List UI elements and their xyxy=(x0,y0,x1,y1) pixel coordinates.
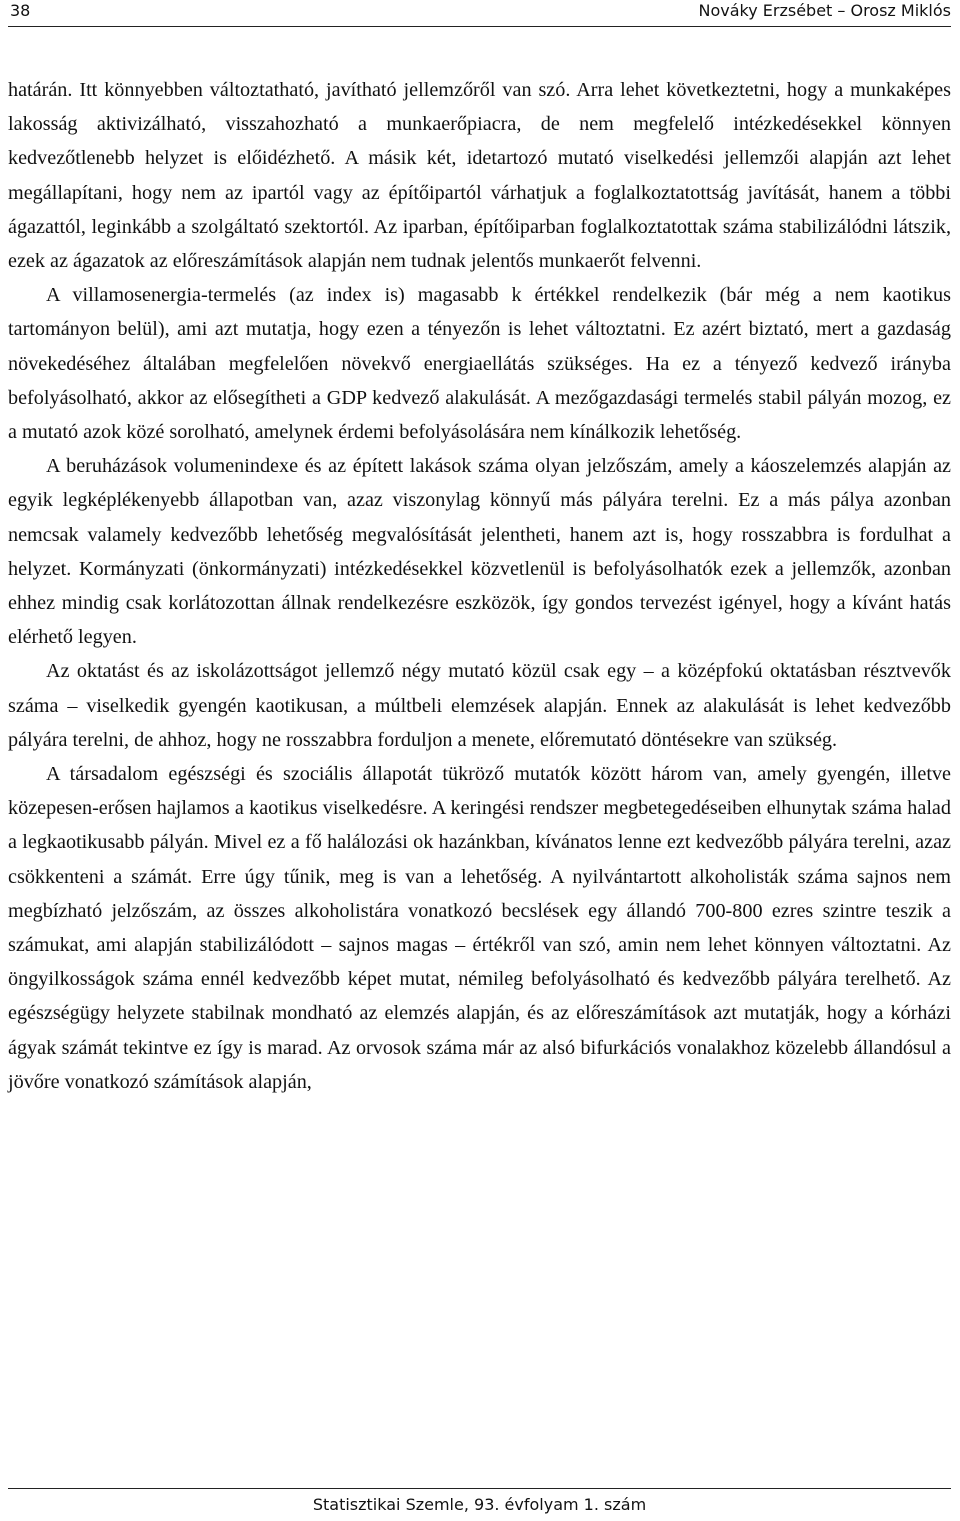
paragraph-energy: A villamosenergia-termelés (az index is) magasabb k értékkel rendelkezik (bár még a nem kaotikus tartományon belül), ami azt mutatja, hogy ezen a tényezőn is lehet változtatni. Ez azért biztató, mert a gazdaság növekedéséhez általában megfelelően növekvő energiaellátás szükséges. Ha ez a tényező kedvező irányba befolyásolható, akkor az elősegítheti a GDP kedvező alakulását. A mezőgazdasági termelés stabil pályán mozog, ez a mutató azok közé sorolható, amelynek érdemi befolyásolására nem kínálkozik lehetőség. xyxy=(8,284,951,444)
paragraph-education: Az oktatást és az iskolázottságot jellemző négy mutató közül csak egy – a középfokú oktatásban résztvevők száma – viselkedik gyengén kaotikusan, a múltbeli elemzések alapján. Ennek az alakulását is lehet kedvezőbb pályára terelni, de ahhoz, hogy ne rosszabbra forduljon a menete, előremutató döntésekre van szükség. xyxy=(8,660,951,751)
paragraph-health: A társadalom egészségi és szociális állapotát tükröző mutatók között három van, amely gyengén, illetve közepesen-erősen hajlamos a kaotikus viselkedésre. A keringési rendszer megbetegedéseiben elhunytak száma halad a legkaotikusabb pályán. Mivel ez a fő halálozási ok hazánkban, kívánatos lenne ezt kedvezőbb pályára terelni, azaz csökkenteni a számát. Erre úgy tűnik, meg is van a lehetőség. A nyilvántartott alkoholisták száma sajnos nem megbízható jelzőszám, az összes alkoholistára vonatkozó becslések egy állandó 700-800 ezres szintre teszik a számukat, ami alapján stabilizálódott – sajnos magas – értékről van szó, amin nem lehet könnyen változtatni. Az öngyilkosságok száma ennél kedvezőbb képet mutat, némileg befolyásolható és kedvezőbb pályára terelhető. Az egészségügy helyzete stabilnak mondható az elemzés alapján, és az előreszámítások azt mutatják, hogy a kórházi ágyak számát tekintve ez így is marad. Az orvosok száma már az alsó bifurkációs vonalakhoz közelebb állandósul a jövőre vonatkozó számítások alapján, xyxy=(8,763,951,1093)
running-head-authors: Nováky Erzsébet – Orosz Miklós xyxy=(698,1,951,20)
paragraph-investment: A beruházások volumenindexe és az épített lakások száma olyan jelzőszám, amely a káoszelemzés alapján az egyik legképlékenyebb állapotban van, azaz viszonylag könnyű más pályára terelni. Ez a más pálya azonban nemcsak valamely kedvezőbb lehetőség megvalósítását jelentheti, hanem azt is, hogy rosszabbra is fordulhat a helyzet. Kormányzati (önkormányzati) intézkedésekkel közvetlenül is befolyásolhatók ezek a jellemzők, azonban ehhez mindig csak korlátozottan állnak rendelkezésre eszközök, így gondos tervezést igényel, hogy a kívánt hatás elérhető legyen. xyxy=(8,455,951,649)
article-body xyxy=(8,73,951,1099)
page-footer: Statisztikai Szemle, 93. évfolyam 1. szám xyxy=(8,1488,951,1514)
page-header xyxy=(8,0,951,27)
paragraph-continued: határán. Itt könnyebben változtatható, javítható jellemzőről van szó. Arra lehet következtetni, hogy a munkaképes lakosság aktivizálható, visszahozható a munkaerőpiacra, de nem megfelelő intézkedésekkel könnyen kedvezőtlenebb helyzet is előidézhető. A másik két, idetartozó mutató viselkedési jellemzői alapján azt lehet megállapítani, hogy nem az ipartól vagy az építőipartól várhatjuk a foglalkoztatottság javítását, hanem a többi ágazattól, leginkább a szolgáltató szektortól. Az iparban, építőiparban foglalkoztatottak száma stabilizálódni látszik, ezek az ágazatok az előreszámítások alapján nem tudnak jelentős munkaerőt felvenni. xyxy=(8,79,951,273)
page-number: 38 xyxy=(10,1,31,20)
